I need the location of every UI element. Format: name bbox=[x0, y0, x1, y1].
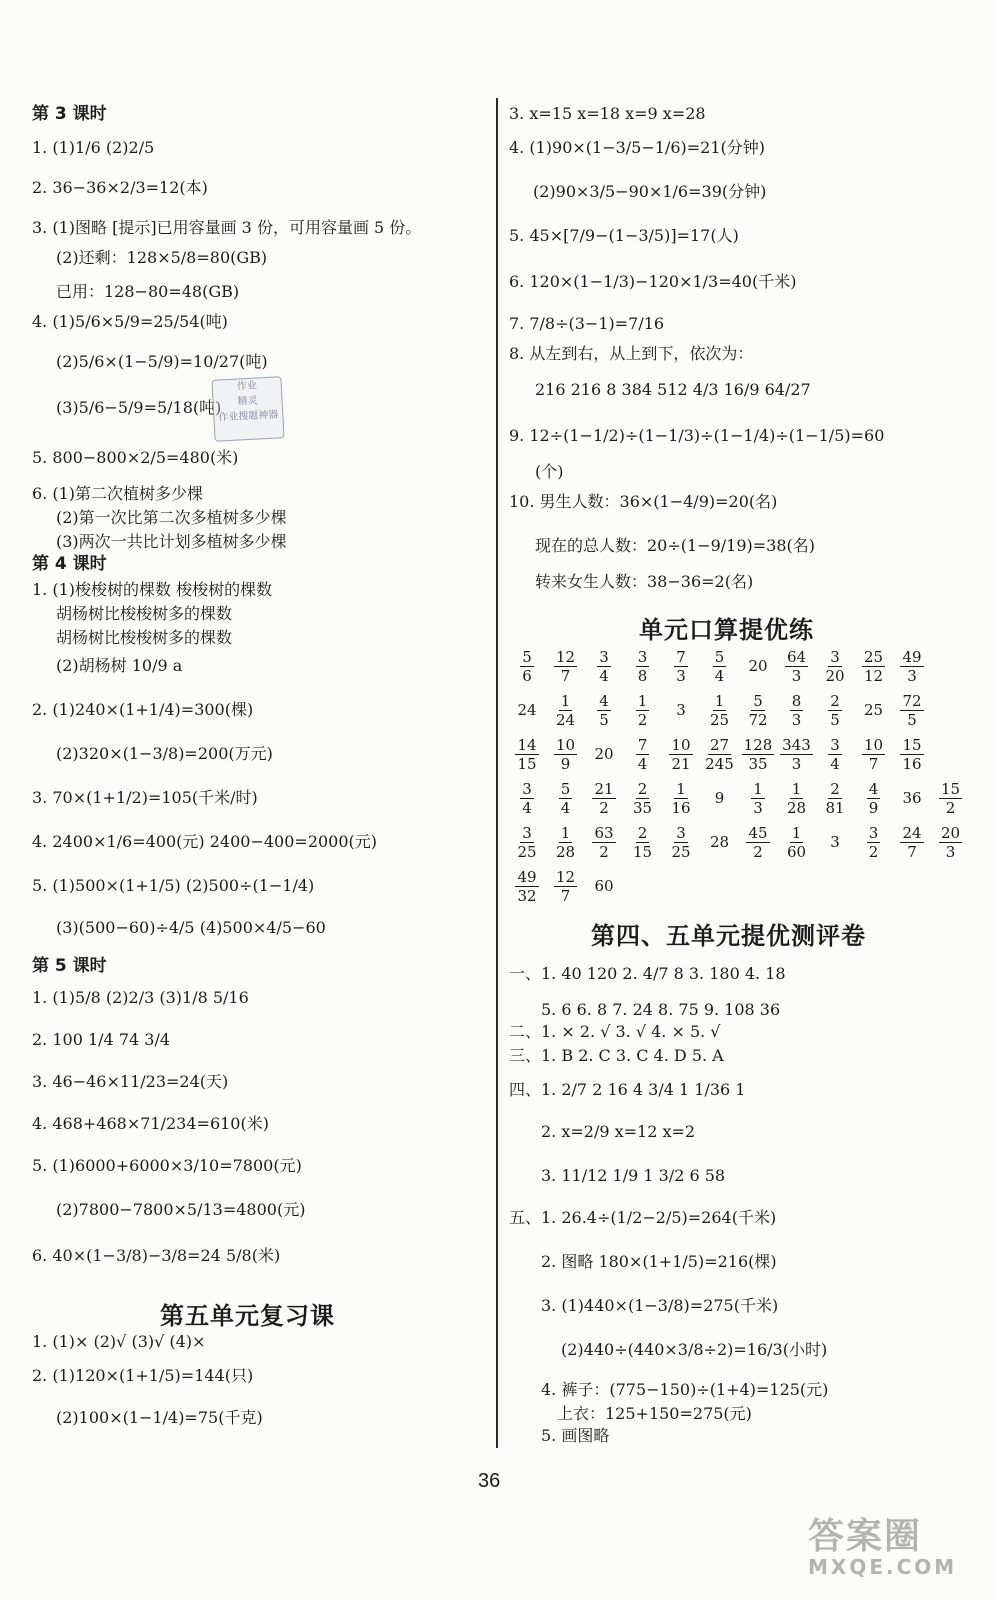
lesson-heading: 第 5 课时 bbox=[32, 956, 107, 976]
test-answer-line: 3. (1)440×(1−3/8)=275(千米) bbox=[541, 1296, 779, 1315]
mental-math-answer: 5 4 bbox=[714, 647, 725, 685]
mental-math-answer: 10 9 bbox=[555, 735, 576, 773]
mental-math-answer: 45 2 bbox=[748, 823, 768, 861]
page-number: 36 bbox=[478, 1470, 501, 1492]
lesson-heading: 第 4 课时 bbox=[32, 554, 107, 574]
mental-math-answer: 128 35 bbox=[743, 735, 773, 773]
answer-line: (2)还剩：128×5/8=80(GB) bbox=[56, 248, 268, 267]
mental-math-answer: 3 20 bbox=[825, 647, 845, 685]
mental-math-answer: 3 4 bbox=[522, 779, 532, 817]
test-answer-line: 四、1. 2/7 2 16 4 3/4 1 1/36 1 bbox=[509, 1080, 746, 1099]
mental-math-answer: 3 25 bbox=[671, 823, 691, 861]
column-divider bbox=[496, 98, 498, 1448]
test-answer-line: 上衣：125+150=275(元) bbox=[557, 1404, 752, 1423]
mental-math-answer: 28 bbox=[709, 833, 730, 851]
test-answer-line: 五、1. 26.4÷(1/2−2/5)=264(千米) bbox=[509, 1208, 777, 1227]
test-answer-line: 二、1. × 2. √ 3. √ 4. × 5. √ bbox=[509, 1022, 721, 1041]
answer-line: 7. 7/8÷(3−1)=7/16 bbox=[509, 314, 665, 333]
mental-math-answer: 3 bbox=[676, 701, 686, 719]
mental-math-answer: 49 3 bbox=[902, 647, 922, 685]
mental-math-answer: 5 4 bbox=[560, 779, 571, 817]
answer-line: 3. (1)图略 [提示]已用容量画 3 份，可用容量画 5 份。 bbox=[32, 218, 422, 237]
mental-math-answer: 343 3 bbox=[782, 735, 811, 773]
mental-math-answer: 2 5 bbox=[830, 691, 840, 729]
mental-math-answer: 3 2 bbox=[868, 823, 879, 861]
mental-math-answer: 3 bbox=[830, 833, 840, 851]
mental-math-answer: 12 7 bbox=[555, 867, 576, 905]
mental-math-answer: 20 bbox=[594, 745, 614, 763]
answer-line: (2)90×3/5−90×1/6=39(分钟) bbox=[533, 182, 767, 201]
mental-math-answer: 7 3 bbox=[676, 647, 686, 685]
mental-math-answer: 20 bbox=[748, 657, 768, 675]
answer-line: (2)320×(1−3/8)=200(万元) bbox=[56, 744, 273, 763]
mental-math-answer: 63 2 bbox=[594, 823, 614, 861]
mental-math-answer: 1 24 bbox=[555, 691, 576, 729]
answer-line: (2)100×(1−1/4)=75(千克) bbox=[56, 1408, 263, 1427]
test-answer-line: (2)440÷(440×3/8÷2)=16/3(小时) bbox=[561, 1340, 828, 1359]
mental-math-answer: 72 5 bbox=[902, 691, 922, 729]
mental-math-answer: 1 28 bbox=[786, 779, 807, 817]
mental-math-answer: 36 bbox=[902, 789, 922, 807]
answer-line: 4. (1)5/6×5/9=25/54(吨) bbox=[32, 312, 228, 331]
mental-math-answer: 60 bbox=[594, 877, 614, 895]
test-answer-line: 5. 6 6. 8 7. 24 8. 75 9. 108 36 bbox=[541, 1000, 781, 1019]
mental-math-answer: 10 21 bbox=[671, 735, 691, 773]
answer-line: 已用：128−80=48(GB) bbox=[56, 282, 240, 301]
mental-math-title: 单元口算提优练 bbox=[639, 616, 814, 644]
answer-line: 8. 从左到右，从上到下，依次为： bbox=[509, 344, 754, 363]
test-answer-line: 5. 画图略 bbox=[541, 1426, 610, 1445]
mental-math-answer: 15 16 bbox=[902, 735, 922, 773]
answer-line: 3. x=15 x=18 x=9 x=28 bbox=[509, 104, 706, 123]
answer-line: 4. (1)90×(1−3/5−1/6)=21(分钟) bbox=[509, 138, 766, 157]
answer-line: (3)两次一共比计划多植树多少棵 bbox=[56, 532, 287, 551]
answer-line: 5. 45×[7/9−(1−3/5)]=17(人) bbox=[509, 226, 739, 245]
mental-math-answer: 3 8 bbox=[637, 647, 648, 685]
mental-math-row bbox=[509, 820, 979, 864]
mental-math-answer: 25 bbox=[863, 701, 884, 719]
mental-math-answer: 10 7 bbox=[863, 735, 884, 773]
mental-math-answer: 2 15 bbox=[632, 823, 653, 861]
answer-line: 6. 120×(1−1/3)−120×1/3=40(千米) bbox=[509, 272, 797, 291]
answer-line: 转来女生人数：38−36=2(名) bbox=[535, 572, 754, 591]
mental-math-answer: 21 2 bbox=[594, 779, 614, 817]
mental-math-answer: 25 12 bbox=[863, 647, 884, 685]
mental-math-answer: 14 15 bbox=[517, 735, 537, 773]
test-answer-line: 三、1. B 2. C 3. C 4. D 5. A bbox=[509, 1046, 724, 1065]
homework-stamp-logo: 作业 精灵 作业搜题神器 bbox=[211, 376, 284, 442]
answer-line: 9. 12÷(1−1/2)÷(1−1/3)÷(1−1/4)÷(1−1/5)=60 bbox=[509, 426, 885, 445]
test-answer-line: 3. 11/12 1/9 1 3/2 6 58 bbox=[541, 1166, 726, 1185]
answer-line: 1. (1)5/8 (2)2/3 (3)1/8 5/16 bbox=[32, 988, 249, 1007]
answer-line: 2. (1)120×(1+1/5)=144(只) bbox=[32, 1366, 254, 1385]
mental-math-answer: 4 5 bbox=[599, 691, 609, 729]
mental-math-answer: 9 bbox=[714, 789, 725, 807]
mental-math-answer: 1 28 bbox=[555, 823, 576, 861]
answer-line: (个) bbox=[535, 462, 564, 481]
mental-math-answer: 12 7 bbox=[555, 647, 576, 685]
answer-line: 现在的总人数：20÷(1−9/19)=38(名) bbox=[535, 536, 816, 555]
answer-line: (3)(500−60)÷4/5 (4)500×4/5−60 bbox=[56, 918, 326, 937]
mental-math-answer: 1 25 bbox=[709, 691, 730, 729]
mental-math-answer: 1 60 bbox=[786, 823, 807, 861]
answer-line: 胡杨树比梭梭树多的棵数 bbox=[56, 628, 233, 647]
mental-math-answer: 20 3 bbox=[940, 823, 961, 861]
answer-line: 4. 2400×1/6=400(元) 2400−400=2000(元) bbox=[32, 832, 378, 851]
mental-math-row bbox=[509, 864, 979, 908]
answer-line: (2)第一次比第二次多植树多少棵 bbox=[56, 508, 287, 527]
mental-math-answer: 3 25 bbox=[517, 823, 537, 861]
answer-line: (2)5/6×(1−5/9)=10/27(吨) bbox=[56, 352, 268, 371]
answer-line: (3)5/6−5/9=5/18(吨) bbox=[56, 398, 222, 417]
answer-line: 1. (1)梭梭树的棵数 梭梭树的棵数 bbox=[32, 580, 273, 599]
mental-math-answer: 5 6 bbox=[522, 647, 532, 685]
answer-line: 胡杨树比梭梭树多的棵数 bbox=[56, 604, 233, 623]
answer-line: (2)7800−7800×5/13=4800(元) bbox=[56, 1200, 306, 1219]
answer-line: 1. (1)1/6 (2)2/5 bbox=[32, 138, 155, 157]
answer-line: 4. 468+468×71/234=610(米) bbox=[32, 1114, 269, 1133]
mental-math-row bbox=[509, 776, 979, 820]
answer-line: 1. (1)× (2)√ (3)√ (4)× bbox=[32, 1332, 206, 1351]
mental-math-answer: 5 72 bbox=[748, 691, 768, 729]
answer-line: 6. 40×(1−3/8)−3/8=24 5/8(米) bbox=[32, 1246, 281, 1265]
mental-math-row bbox=[509, 688, 979, 732]
mental-math-answer: 24 7 bbox=[902, 823, 922, 861]
answer-line: 2. 36−36×2/3=12(本) bbox=[32, 178, 208, 197]
lesson-heading: 第 3 课时 bbox=[32, 104, 107, 124]
test-paper-title: 第四、五单元提优测评卷 bbox=[591, 922, 866, 950]
test-answer-line: 一、1. 40 120 2. 4/7 8 3. 180 4. 18 bbox=[509, 964, 786, 983]
answer-line: 3. 46−46×11/23=24(天) bbox=[32, 1072, 229, 1091]
mental-math-answer: 1 3 bbox=[753, 779, 763, 817]
mental-math-answer: 1 2 bbox=[637, 691, 648, 729]
answer-line: (2)胡杨树 10/9 a bbox=[56, 656, 183, 675]
mental-math-answer: 8 3 bbox=[791, 691, 802, 729]
mental-math-answer: 7 4 bbox=[637, 735, 648, 773]
test-answer-line: 2. x=2/9 x=12 x=2 bbox=[541, 1122, 696, 1141]
mental-math-answer: 3 4 bbox=[830, 735, 840, 773]
answer-line: 10. 男生人数：36×(1−4/9)=20(名) bbox=[509, 492, 778, 511]
mental-math-answer: 49 32 bbox=[517, 867, 537, 905]
answer-line: 6. (1)第二次植树多少棵 bbox=[32, 484, 204, 503]
answer-line: 3. 70×(1+1/2)=105(千米/时) bbox=[32, 788, 258, 807]
section-title: 第五单元复习课 bbox=[160, 1302, 335, 1330]
mental-math-answer: 15 2 bbox=[940, 779, 961, 817]
mental-math-answer: 2 81 bbox=[825, 779, 845, 817]
answer-line: 2. 100 1/4 74 3/4 bbox=[32, 1030, 171, 1049]
mental-math-answer: 1 16 bbox=[671, 779, 691, 817]
answer-line: 5. (1)500×(1+1/5) (2)500÷(1−1/4) bbox=[32, 876, 315, 895]
mental-math-row bbox=[509, 644, 979, 688]
test-answer-line: 2. 图略 180×(1+1/5)=216(棵) bbox=[541, 1252, 777, 1271]
watermark-logo: 答案圈 MXQE.COM bbox=[808, 1516, 958, 1579]
mental-math-answer: 27 245 bbox=[705, 735, 734, 773]
mental-math-answer: 2 35 bbox=[632, 779, 653, 817]
mental-math-answer: 24 bbox=[517, 701, 537, 719]
answer-line: 216 216 8 384 512 4/3 16/9 64/27 bbox=[535, 380, 811, 399]
mental-math-answer: 3 4 bbox=[599, 647, 609, 685]
answer-line: 5. 800−800×2/5=480(米) bbox=[32, 448, 239, 467]
mental-math-answer: 4 9 bbox=[868, 779, 879, 817]
answer-line: 2. (1)240×(1+1/4)=300(棵) bbox=[32, 700, 254, 719]
test-answer-line: 4. 裤子：(775−150)÷(1+4)=125(元) bbox=[541, 1380, 829, 1399]
answer-line: 5. (1)6000+6000×3/10=7800(元) bbox=[32, 1156, 302, 1175]
mental-math-answer: 64 3 bbox=[786, 647, 807, 685]
mental-math-row bbox=[509, 732, 979, 776]
